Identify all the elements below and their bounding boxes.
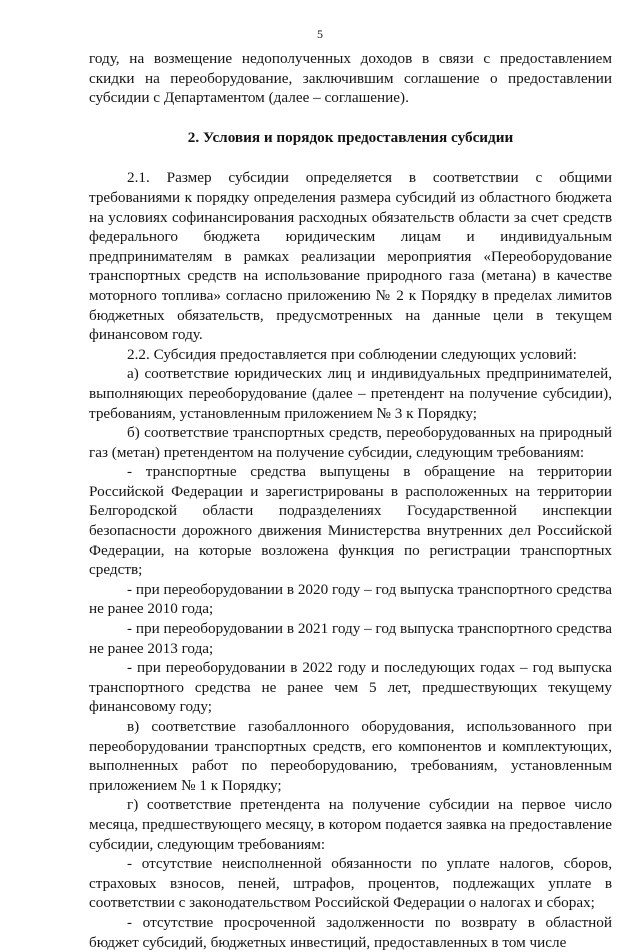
bullet-2021: - при переоборудовании в 2021 году – год выпуска транспортного средства не ранее 2013 года; [89, 620, 613, 657]
section-heading: 2. Условия и порядок предоставления субсидии [187, 128, 514, 146]
paragraph-b: б) соответствие транспортных средств, переоборудованных на природный газ (метан) претендентом на получение субсидии, следующим требованиям: [89, 424, 612, 461]
bullet-registration: - транспортные средства выпущены в обращение на территории Российской Федерации и зарегистрированы в расположенных на территории Белгородской области подразделениях Государственной инспекции безопасности дорожного движения Министерства внутренних дел Российской Федерации, на которые возложена функция по регистрации транспортных средств; [89, 463, 612, 579]
bullet-2022: - при переоборудовании в 2022 году и последующих годах – год выпуска транспортного средства не ранее чем 5 лет, предшествующих текущему финансовому году; [89, 659, 612, 716]
document-body [89, 49, 612, 952]
paragraph-a: а) соответствие юридических лиц и индивидуальных предпринимателей, выполняющих переоборудование (далее – претендент на получение субсидии), требованиям, установленным приложением № 3 к Порядку; [89, 365, 612, 422]
bullet-2020: - при переоборудовании в 2020 году – год выпуска транспортного средства не ранее 2010 года; [89, 580, 613, 618]
paragraph-g: г) соответствие претендента на получение субсидии на первое число месяца, предшествующего месяцу, в котором подается заявка на предоставление субсидии, следующим требованиям: [89, 796, 612, 853]
paragraph-2-1: 2.1. Размер субсидии определяется в соответствии с общими требованиями к порядку определения размера субсидий из областного бюджета на условиях софинансирования расходных обязательств области за счет средств федерального бюджета юридическим лицам и индивидуальным предпринимателям в рамках реализации мероприятия «Переоборудование транспортных средств на использование природного газа (метана) в качестве моторного топлива» согласно приложению № 2 к Порядку в пределах лимитов бюджетных обязательств, предусмотренных на данные цели в текущем финансовом году. [89, 169, 612, 344]
paragraph-2-2: 2.2. Субсидия предоставляется при соблюдении следующих условий: [127, 345, 577, 363]
paragraph-v: в) соответствие газобаллонного оборудования, использованного при переоборудовании транспортных средств, его компонентов и комплектующих, выполненных работ по переоборудованию, требованиям, установленным приложением № 1 к Порядку; [89, 718, 612, 794]
page-number: 5 [317, 27, 323, 41]
bullet-taxes: - отсутствие неисполненной обязанности по уплате налогов, сборов, страховых взносов, пеней, штрафов, процентов, подлежащих уплате в соответствии с законодательством Российской Федерации о налогах и сборах; [89, 855, 612, 912]
intro-paragraph: году, на возмещение недополученных доходов в связи с предоставлением скидки на переоборудование, заключившим соглашение о предоставлении субсидии с Департаментом (далее – соглашение). [89, 50, 612, 107]
bullet-debt: - отсутствие просроченной задолженности по возврату в областной бюджет субсидий, бюджетных инвестиций, предоставленных в том числе [89, 913, 612, 951]
